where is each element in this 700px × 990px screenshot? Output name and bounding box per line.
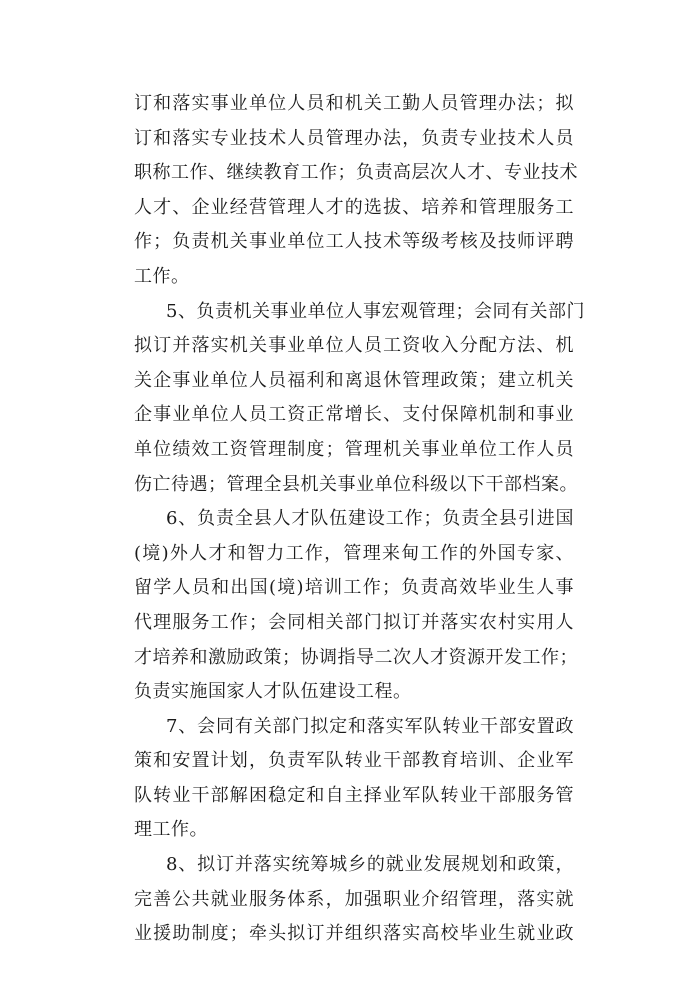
paragraph-7-first-line: 7、会同有关部门拟定和落实军队转业干部安置政 [166,715,574,737]
text-line: 策和安置计划，负责军队转业干部教育培训、企业军 [134,750,574,772]
text-line: 订和落实专业技术人员管理办法，负责专业技术人员 [134,127,574,149]
text-line: 工作。 [134,265,190,287]
paragraph-6-first-line: 6、负责全县人才队伍建设工作；负责全县引进国 [166,508,574,530]
text-line: 企事业单位人员工资正常增长、支付保障机制和事业 [134,404,574,426]
text-line: 才培养和激励政策；协调指导二次人才资源开发工作； [134,646,578,668]
paragraph-8-first-line: 8、拟订并落实统筹城乡的就业发展规划和政策， [166,854,574,876]
text-line: 队转业干部解困稳定和自主择业军队转业干部服务管 [134,784,574,806]
paragraph-5-first-line: 5、负责机关事业单位人事宏观管理；会同有关部门 [166,300,585,322]
text-line: 拟订并落实机关事业单位人员工资收入分配方法、机 [134,335,574,357]
text-line: 关企事业单位人员福利和离退休管理政策；建立机关 [134,369,574,391]
text-line: 业援助制度；牵头拟订并组织落实高校毕业生就业政 [134,923,574,945]
text-line: 代理服务工作；会同相关部门拟订并落实农村实用人 [134,611,574,633]
text-line: 伤亡待遇；管理全县机关事业单位科级以下干部档案。 [134,473,578,495]
text-line: 负责实施国家人才队伍建设工程。 [134,681,412,703]
text-line: 单位绩效工资管理制度；管理机关事业单位工作人员 [134,438,574,460]
text-line: 理工作。 [134,819,208,841]
text-line: 留学人员和出国(境)培训工作；负责高效毕业生人事 [134,577,574,599]
text-line: 完善公共就业服务体系，加强职业介绍管理，落实就 [134,888,574,910]
text-line: 作；负责机关事业单位工人技术等级考核及技师评聘 [134,231,574,253]
text-line: 订和落实事业单位人员和机关工勤人员管理办法；拟 [134,93,574,114]
text-line: (境)外人才和智力工作，管理来甸工作的外国专家、 [134,542,574,564]
text-line: 职称工作、继续教育工作；负责高层次人才、专业技术 [134,162,578,184]
text-line: 人才、企业经营管理人才的选拔、培养和管理服务工 [134,196,574,218]
document-body [134,87,585,952]
